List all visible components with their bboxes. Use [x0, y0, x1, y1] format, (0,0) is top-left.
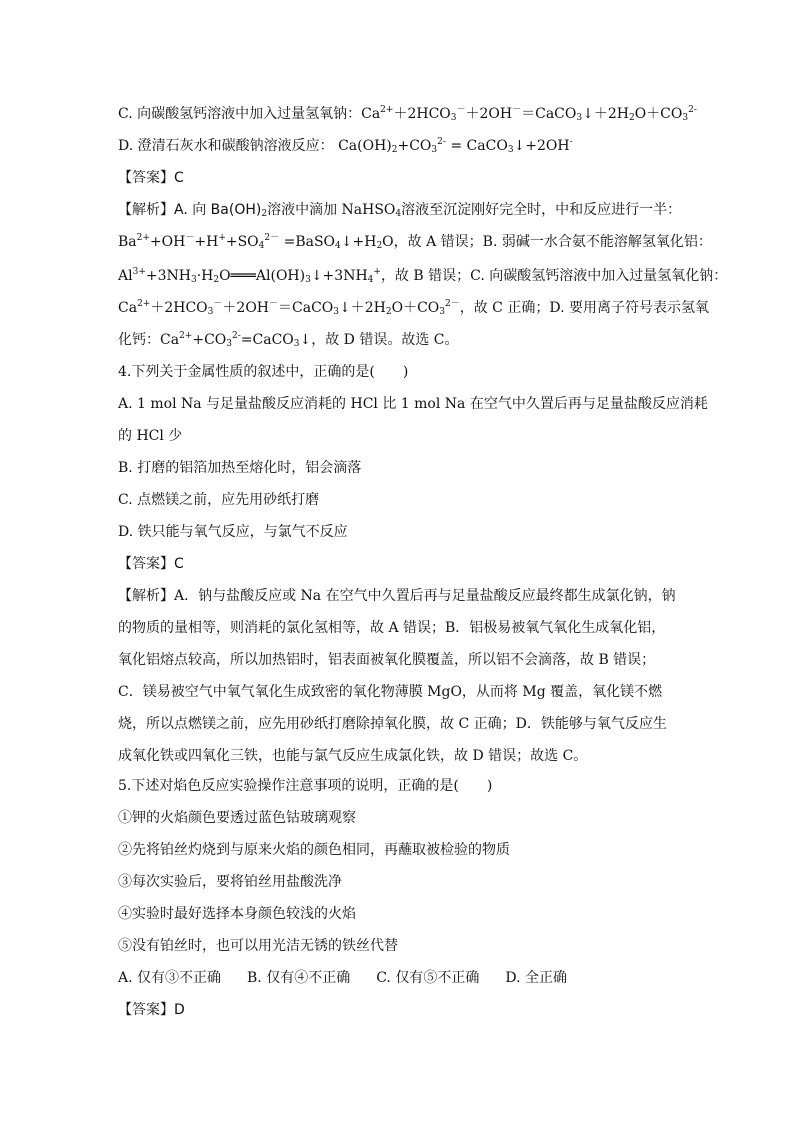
q4-analysis: 【解析】A．钠与盐酸反应或 Na 在空气中久置后再与足量盐酸反应最终都生成氯化钠，钠的物质的量相等，则消耗的氯化氢相等，故 A 错误；B．铝极易被氧气氧化生成氧化铝，氧化铝熔点较高，所以加热铝时，铝表面被氧化膜覆盖，所以铝不会滴落，故 B 错误；C．镁易被空气中氧气氧化生成致密的氧化物薄膜 MgO，从而将 Mg 覆盖，氧化镁不燃烧，所以点燃镁之前，应先用砂纸打磨除掉氧化膜，故 C 正确；D．铁能够与氧气反应生成氧化铁或四氧化三铁，也能与氯气反应生成氯化铁，故 D 错误；故选 C。 — [118, 588, 676, 764]
q3-analysis-line-4: $Ca^{2+}+2HCO_3^-+2OH^-=CaCO_3↓+2H_2O+CO_3^{2-}$，故 C 正确；D. 要用离子符号表示氢氧 — [118, 299, 709, 317]
q5-item-1: ①钾的火焰颜色要透过蓝色钴玻璃观察 — [118, 810, 356, 826]
q5-option-c: C. 仅有⑤不正确 — [376, 970, 480, 986]
q5-item-5: ⑤没有铂丝时，也可以用光洁无锈的铁丝代替 — [118, 938, 398, 954]
q3-option-c: C. 向碳酸氢钙溶液中加入过量氢氧钠：$Ca^{2+}+2HCO_3^-+2OH^-=CaCO_3↓+2H_2O+CO_3^{2-}$ — [118, 105, 697, 123]
q3-analysis-line-1: 【解析】A. 向 $Ba(OH)_2$溶液中滴加 NaHSO$_4$溶液至沉淀刚好完全时，中和反应进行一半： — [118, 202, 682, 219]
q4-stem: 4.下列关于金属性质的叙述中，正确的是( ) — [118, 364, 409, 380]
q5-item-2: ②先将铂丝灼烧到与原来火焰的颜色相同，再蘸取被检验的物质 — [118, 842, 510, 858]
q4-answer: 【答案】C — [118, 556, 184, 572]
q4-option-b: B. 打磨的铝箔加热至熔化时，铝会滴落 — [118, 460, 362, 476]
q5-option-a: A. 仅有③不正确 — [118, 970, 222, 986]
q5-answer: 【答案】D — [118, 1002, 185, 1018]
q5-item-4: ④实验时最好选择本身颜色较浅的火焰 — [118, 906, 356, 922]
q5-option-b: B. 仅有④不正确 — [247, 970, 351, 986]
q3-answer: 【答案】C — [118, 170, 184, 186]
q5-options — [118, 968, 678, 988]
q3-analysis-line-2: $Ba^{2+}+OH^-+H^++SO_4^{2-}$ $=BaSO_4↓+H_2O$，故 A 错误；B. 弱碱一水合氨不能溶解氢氧化铝： — [118, 233, 712, 251]
q5-stem: 5.下述对焰色反应实验操作注意事项的说明，正确的是( ) — [118, 778, 493, 794]
q4-option-d: D. 铁只能与氧气反应，与氯气不反应 — [118, 524, 348, 540]
q4-option-a-line-2: 的 HCl 少 — [118, 428, 183, 444]
q4-option-c: C. 点燃镁之前，应先用砂纸打磨 — [118, 492, 320, 508]
q3-analysis-line-5: 化钙：$Ca^{2+}+CO_3^{2-}=CaCO_3↓$，故 D 错误。故选 C。 — [118, 331, 459, 349]
q5-option-d: D. 全正确 — [505, 970, 567, 986]
q5-item-3: ③每次实验后，要将铂丝用盐酸洗净 — [118, 874, 342, 890]
q4-option-a-line-1: A. 1 mol Na 与足量盐酸反应消耗的 HCl 比 1 mol Na 在空气中久置后再与足量盐酸反应消耗 — [118, 396, 708, 412]
q3-analysis-line-3: $Al^{3+}+3NH_3\cdot H_2O═══Al(OH)_3↓+3NH_4^+$，故 B 错误；C. 向碳酸氢钙溶液中加入过量氢氧化钠： — [118, 267, 728, 285]
q3-option-d: D. 澄清石灰水和碳酸钠溶液反应： $Ca(OH)_2+CO_3^{2-}$ = CaCO$_3$↓+2OH- — [118, 137, 573, 155]
